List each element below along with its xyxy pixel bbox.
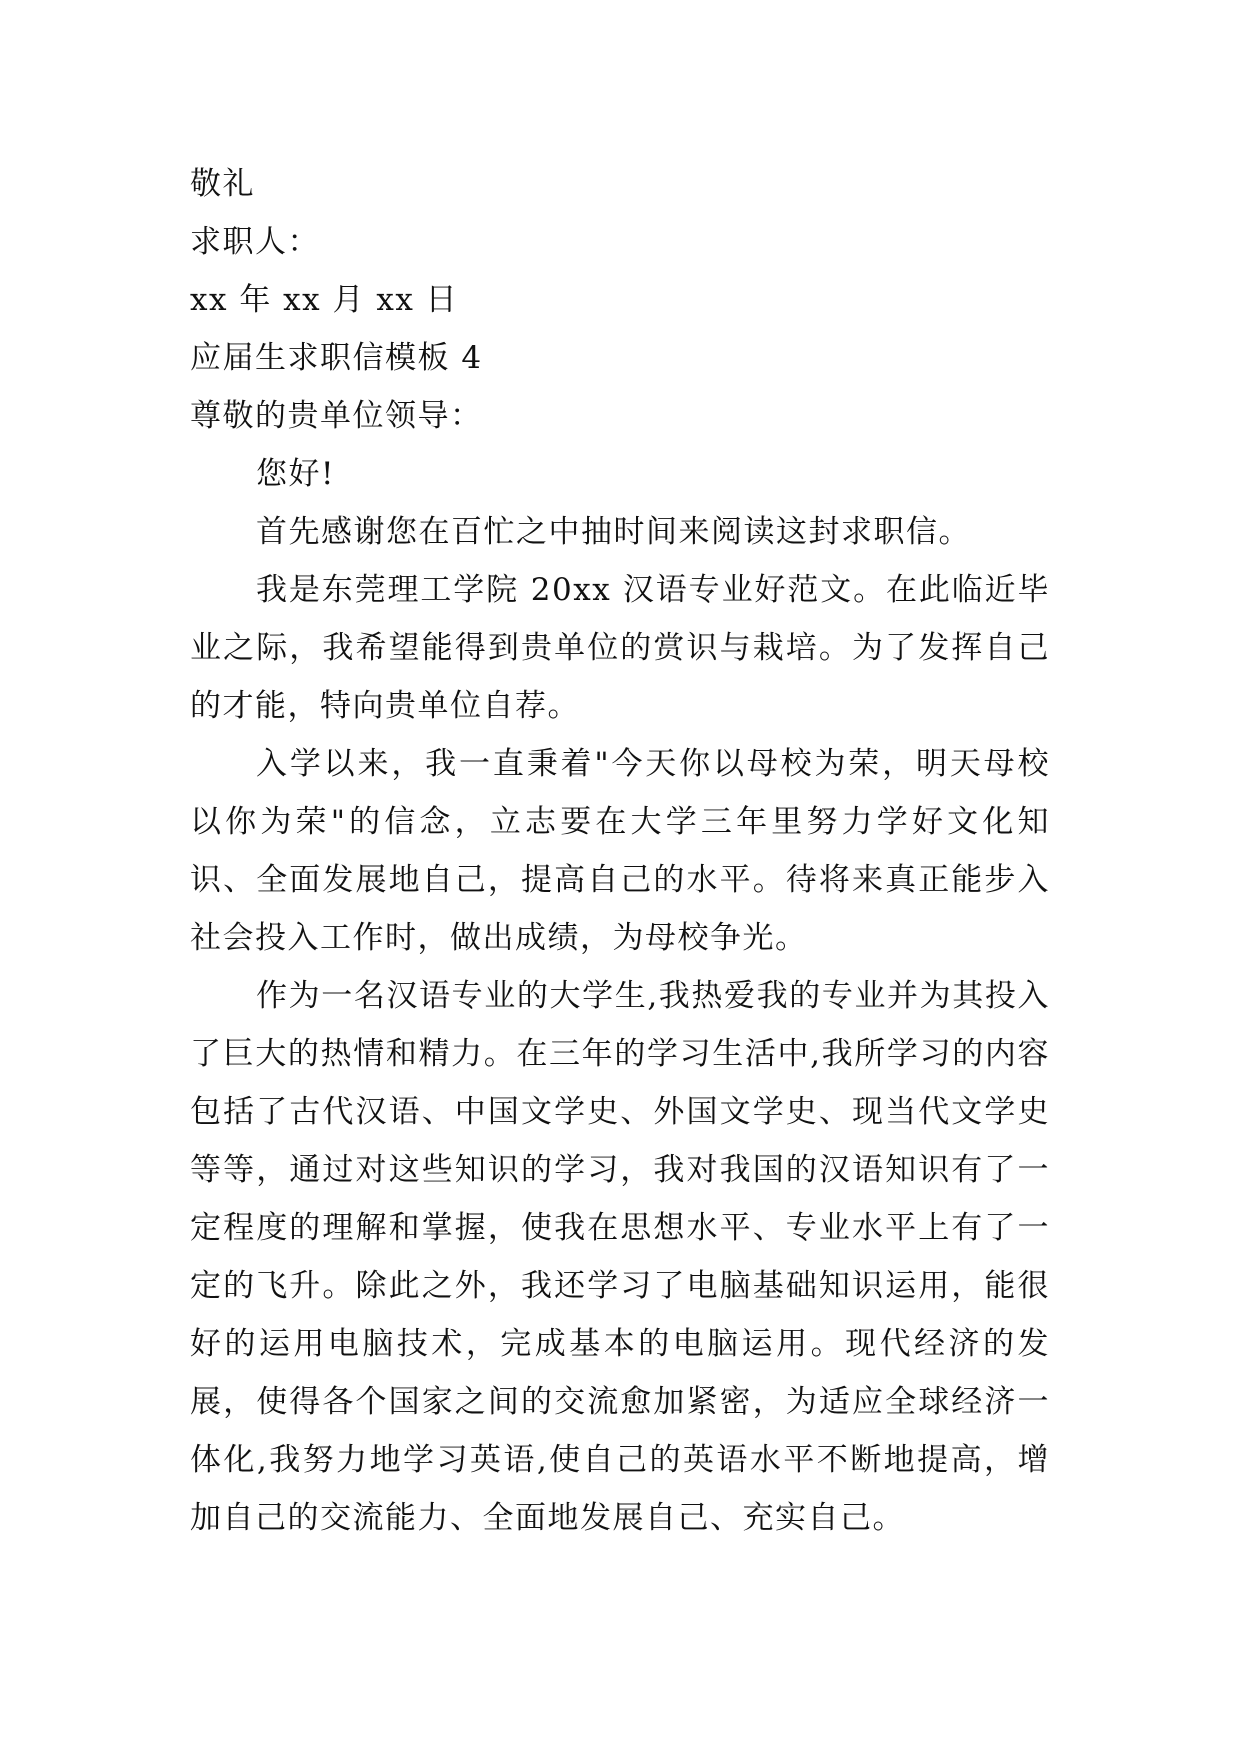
- closing-line: 敬礼: [190, 166, 255, 202]
- template-title: 应届生求职信模板 4: [190, 340, 483, 376]
- applicant-line: 求职人：: [190, 224, 320, 260]
- date-line: xx 年 xx 月 xx 日: [190, 282, 459, 318]
- greeting-paragraph: 您好!: [256, 456, 335, 492]
- skills-paragraph: 作为一名汉语专业的大学生,我热爱我的专业并为其投入了巨大的热情和精力。在三年的学习生活中,我所学习的内容包括了古代汉语、中国文学史、外国文学史、现当代文学史等等，通过对这些知识的学习，我对我国的汉语知识有了一定程度的理解和掌握，使我在思想水平、专业水平上有了一定的飞升。除此之外，我还学习了电脑基础知识运用，能很好的运用电脑技术，完成基本的电脑运用。现代经济的发展，使得各个国家之间的交流愈加紧密，为适应全球经济一体化,我努力地学习英语,使自己的英语水平不断地提高，增加自己的交流能力、全面地发展自己、充实自己。: [190, 978, 1050, 1536]
- motivation-paragraph: 入学以来，我一直秉着"今天你以母校为荣，明天母校以你为荣"的信念，立志要在大学三年里努力学好文化知识、全面发展地自己，提高自己的水平。待将来真正能步入社会投入工作时，做出成绩，为母校争光。: [190, 746, 1050, 956]
- introduction-paragraph: 我是东莞理工学院 20xx 汉语专业好范文。在此临近毕业之际，我希望能得到贵单位的赏识与栽培。为了发挥自己的才能，特向贵单位自荐。: [190, 572, 1050, 724]
- salutation-line: 尊敬的贵单位领导：: [190, 398, 483, 434]
- letter-body: [190, 155, 1050, 1547]
- thanks-paragraph: 首先感谢您在百忙之中抽时间来阅读这封求职信。: [256, 514, 971, 550]
